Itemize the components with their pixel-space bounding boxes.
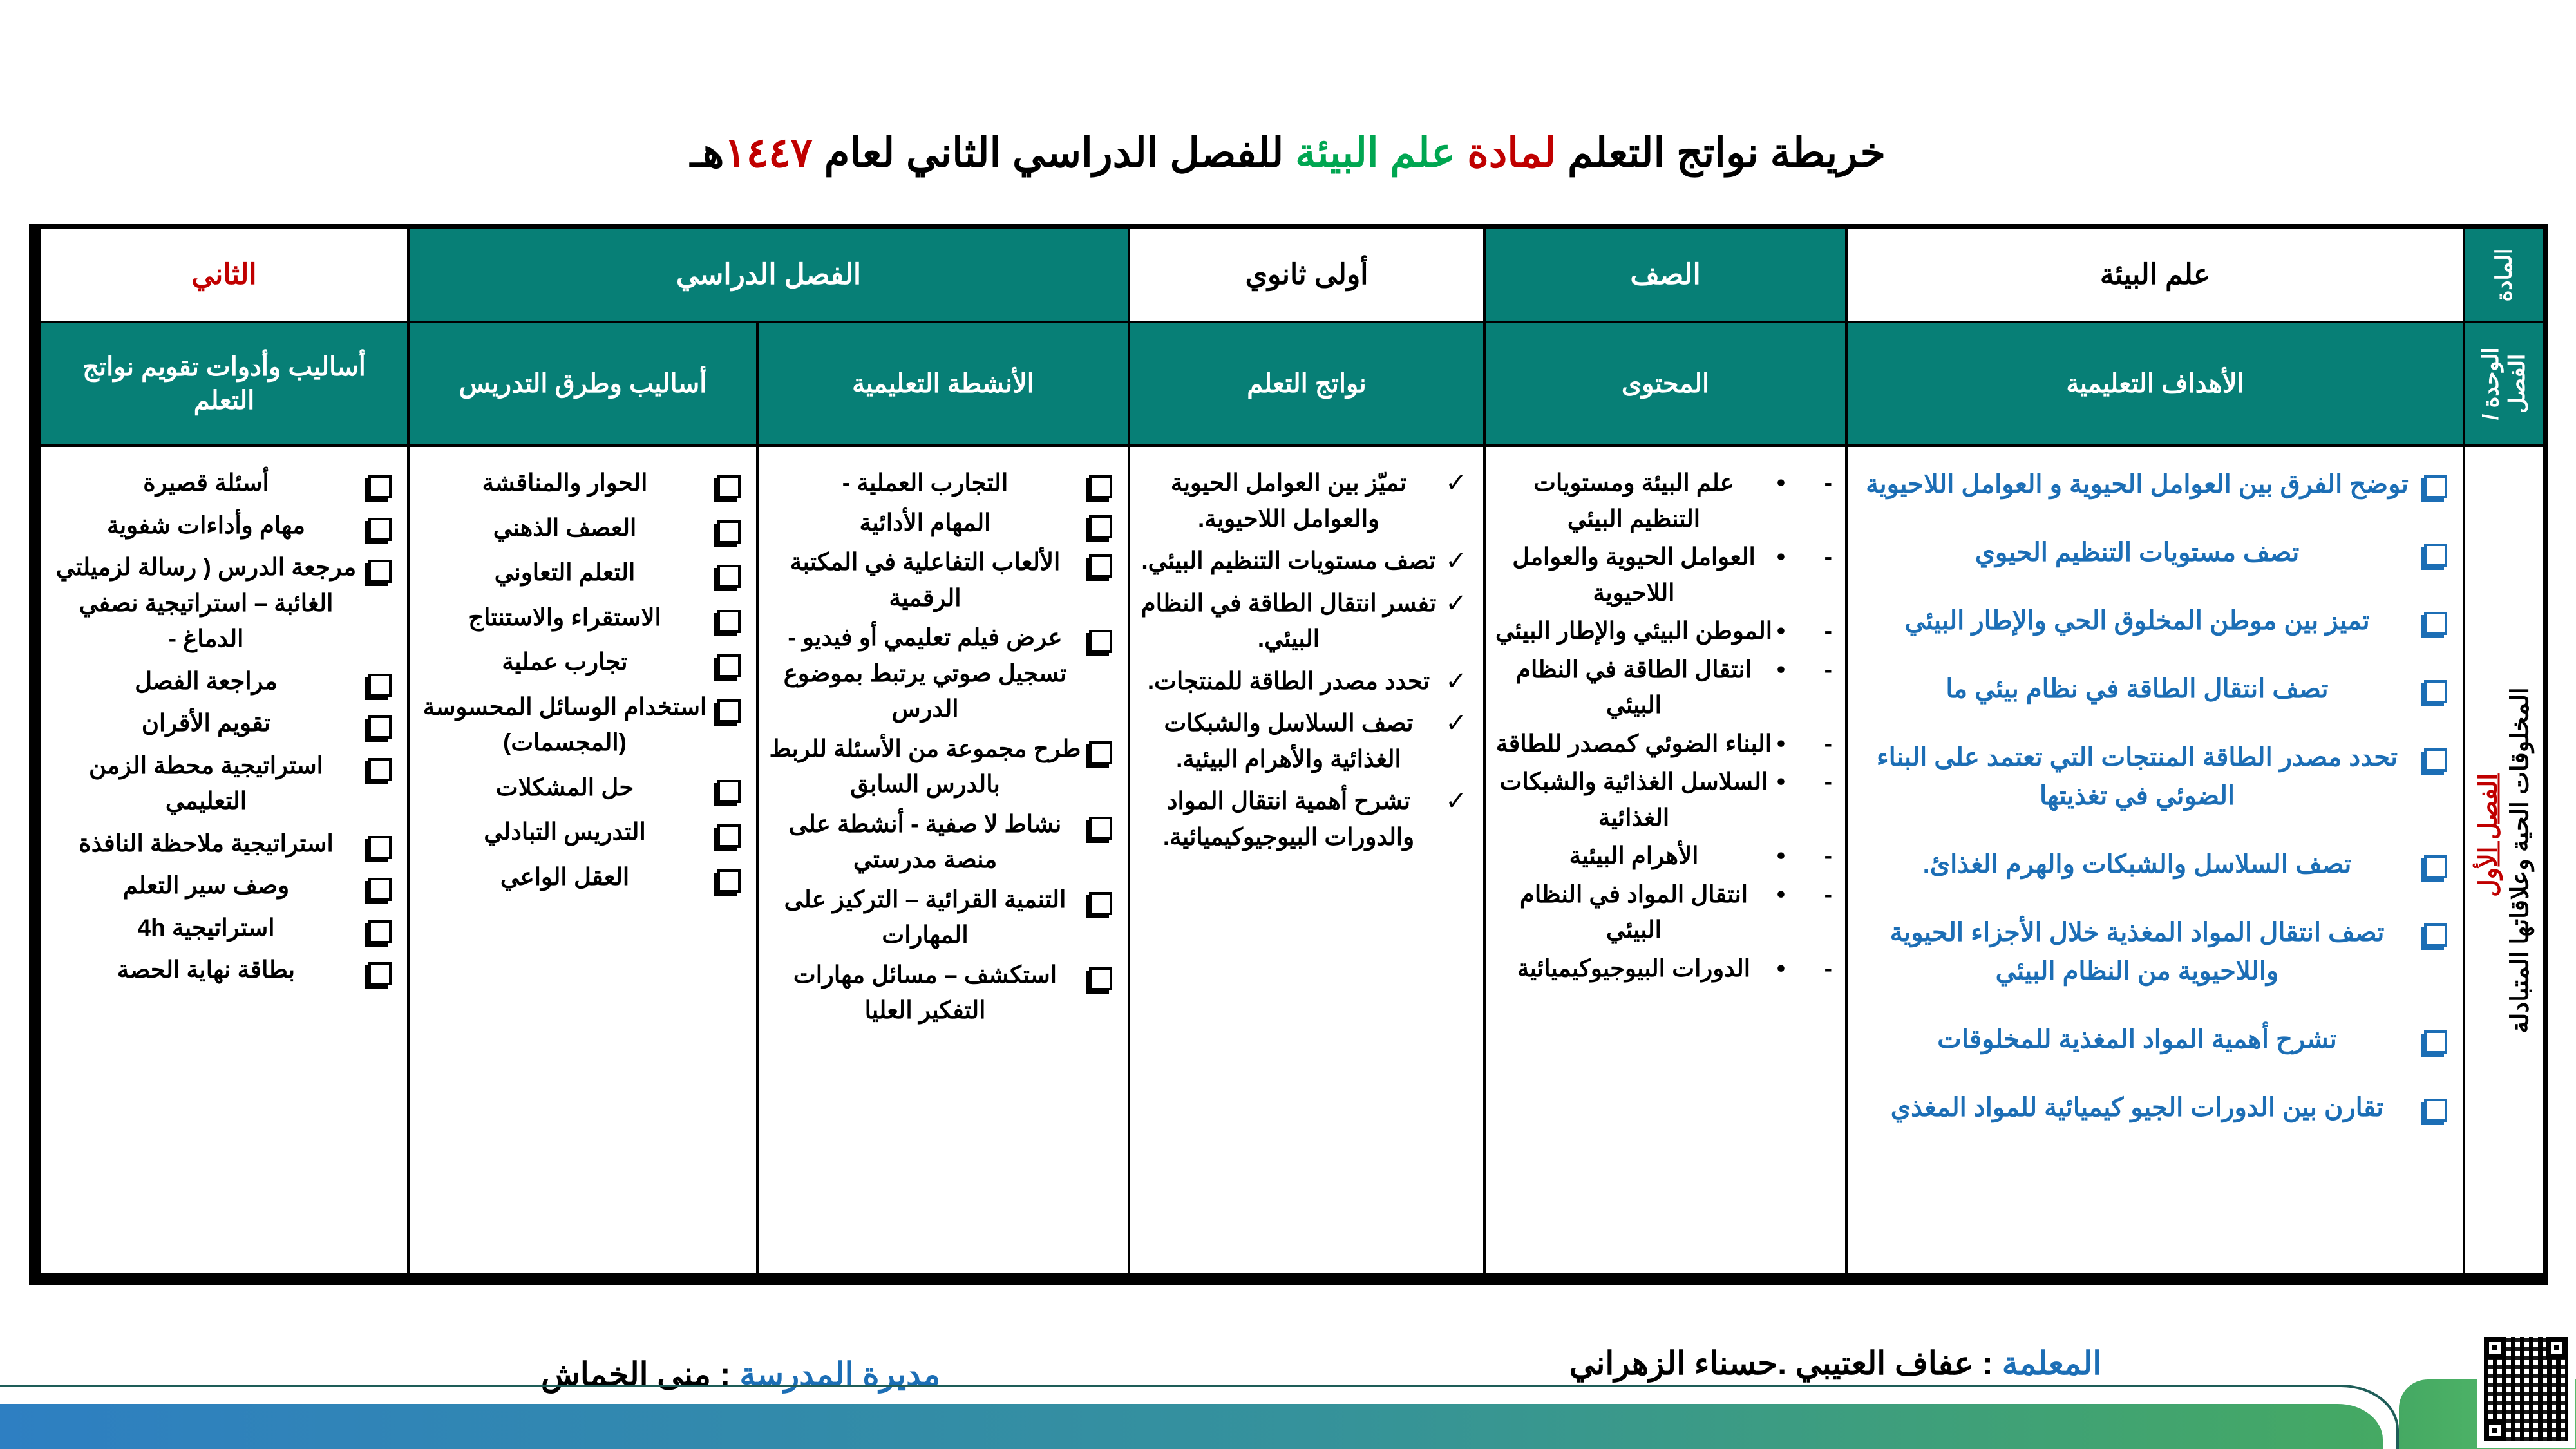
checkbox-icon [1089,475,1112,498]
column-header-objectives [1848,323,2463,444]
outcome-item [1139,585,1474,657]
teacher-line [1320,1345,2351,1382]
unit-chapter-label: الفصل الأول [2475,773,2503,897]
content-item [1495,764,1836,835]
activity-item [768,882,1119,953]
bullet-icon: • [1777,469,1785,496]
assessment-item [50,663,398,699]
header-material-label-cell [2465,229,2543,321]
checkbox-icon [368,836,392,859]
content-item [1495,465,1836,536]
content-cell [1486,447,1845,1273]
checkbox-icon [368,674,392,697]
checkbox-icon [2424,855,2447,878]
objective-text: تشرح أهمية المواد المغذية للمخلوقات [1937,1025,2337,1054]
bullet-icon: • [1777,842,1785,869]
title-part-1: خريطة نواتج التعلم [1567,129,1886,176]
content-item [1495,613,1836,649]
checkbox-icon [717,610,741,633]
assessment-item [50,465,398,501]
activity-item [768,957,1119,1028]
content-text: البناء الضوئي كمصدر للطاقة [1495,730,1772,757]
activity-item [768,731,1119,802]
activity-item [768,806,1119,878]
checkbox-icon [717,780,741,803]
dash-icon: - [1824,618,1832,644]
checkbox-icon [2424,923,2447,947]
objective-item [1857,465,2454,504]
checkbox-icon [2424,1099,2447,1122]
assessment-item [50,910,398,946]
header-semester-value-cell [41,229,407,321]
outcomes-header-label: نواتج التعلم [1247,370,1367,398]
activity-text: طرح مجموعة من الأسئلة للربط بالدرس السابق [769,735,1081,797]
outcome-text: تصف السلاسل والشبكات الغذائية والأهرام البيئية. [1164,710,1414,772]
checkbox-icon [1089,515,1112,538]
bullet-icon: • [1777,768,1785,795]
activity-text: استكشف – مسائل مهارات التفكير العليا [793,961,1057,1023]
title-part-3: علم البيئة [1295,129,1456,176]
method-text: تجارب عملية [502,649,628,675]
column-header-content [1486,323,1845,444]
content-item [1495,838,1836,874]
column-header-assessment [41,323,407,444]
objective-text: تميز بين موطن المخلوق الحي والإطار البيئي [1904,607,2370,635]
checkbox-icon [717,869,741,893]
content-item [1495,876,1836,948]
assessment-item [50,826,398,862]
checkbox-icon [717,699,741,723]
checkbox-icon [368,920,392,943]
qr-finder-icon [2484,1337,2506,1359]
bullet-icon: • [1777,544,1785,570]
checkbox-icon [1089,741,1112,764]
method-item [419,510,747,546]
column-header-activities [759,323,1128,444]
column-header-outcomes [1130,323,1483,444]
activities-cell [759,447,1128,1273]
method-item [419,554,747,591]
unit-cell [2465,447,2543,1273]
activity-text: الألعاب التفاعلية في المكتبة الرقمية [790,549,1061,611]
checkbox-icon [368,758,392,781]
content-text: انتقال الطاقة في النظام البيئي [1516,656,1752,718]
activity-text: التنمية القرائية – التركيز على المهارات [784,886,1066,948]
assessment-item [50,748,398,819]
objective-text: توضح الفرق بين العوامل الحيوية و العوامل اللاحيوية [1866,470,2409,498]
checkmark-icon: ✓ [1445,589,1467,618]
qr-code [2477,1331,2575,1448]
qr-finder-icon [2484,1419,2506,1441]
checkbox-icon [2424,748,2447,772]
bullet-icon: • [1777,880,1785,907]
checkbox-icon [717,654,741,677]
assessment-text: استراتيجية محطة الزمن التعليمي [89,752,323,814]
content-item [1495,951,1836,987]
outcome-item [1139,465,1474,536]
teacher-label: المعلمة [2002,1345,2102,1381]
activity-item [768,620,1119,727]
assessment-cell [41,447,407,1273]
method-item [419,644,747,680]
assessment-item [50,952,398,988]
checkbox-icon [2424,680,2447,703]
header-class-label-cell [1486,229,1845,321]
checkmark-icon: ✓ [1445,547,1467,575]
content-text: الأهرام البيئية [1569,842,1699,869]
method-item [419,465,747,501]
objective-text: تصف انتقال الطاقة في نظام بيئي ما [1946,675,2329,703]
content-text: علم البيئة ومستويات التنظيم البيئي [1533,469,1734,532]
objective-item [1857,1020,2454,1059]
method-text: التعلم التعاوني [494,559,636,585]
method-item [419,814,747,850]
outcome-text: تفسر انتقال الطاقة في النظام البيئي. [1141,589,1437,652]
bullet-icon: • [1777,656,1785,683]
assessment-item [50,867,398,904]
page-title [0,129,2576,177]
dash-icon: - [1824,730,1832,757]
objective-item [1857,913,2454,990]
objective-item [1857,670,2454,708]
method-text: الاستقراء والاستنتاج [468,603,661,630]
objective-text: تصف مستويات التنظيم الحيوي [1975,538,2300,567]
qr-pattern [2484,1337,2568,1441]
qr-finder-icon [2546,1337,2568,1359]
content-item [1495,726,1836,762]
activity-item [768,544,1119,616]
checkbox-icon [2424,612,2447,635]
activity-text: المهام الأدائية [859,509,991,536]
header-semester-label-cell [410,229,1128,321]
content-item [1495,539,1836,611]
teacher-names: : عفاف العتيبي .حسناء الزهراني [1569,1345,1993,1381]
checkbox-icon [368,560,392,583]
outcome-item [1139,543,1474,579]
content-text: انتقال المواد في النظام البيئي [1519,880,1748,943]
checkbox-icon [717,565,741,588]
checkbox-icon [2424,544,2447,567]
dash-icon: - [1824,544,1832,570]
column-header-methods [410,323,756,444]
title-year: ١٤٤٧ [724,129,813,176]
outcome-text: تصف مستويات التنظيم البيئي. [1141,547,1436,574]
checkmark-icon: ✓ [1445,709,1467,737]
checkbox-icon [717,475,741,498]
outcomes-list [1139,465,1474,861]
assessment-item [50,507,398,544]
dash-icon: - [1824,880,1832,907]
activity-text: نشاط لا صفية - أنشطة على منصة مدرستي [788,810,1062,873]
outcome-item [1139,663,1474,699]
assessment-header-label: أساليب وأدوات تقويم نواتج التعلم [82,353,366,415]
method-item [419,600,747,636]
methods-cell [410,447,756,1273]
method-text: العصف الذهني [493,514,637,541]
checkbox-icon [368,878,392,901]
checkbox-icon [368,715,392,739]
unit-title-label: المخلوقات الحية وعلاقاتها المتبادلة [2506,687,2534,1034]
title-part-2: لمادة [1467,129,1557,176]
assessment-text: بطاقة نهاية الحصة [117,956,296,983]
bullet-icon: • [1777,954,1785,981]
checkbox-icon [368,962,392,985]
assessment-text: استراتيجية ملاحظة النافذة [79,829,334,857]
checkbox-icon [368,518,392,541]
principal-label: مديرة المدرسة [739,1356,941,1392]
objectives-header-label: الأهداف التعليمية [2066,370,2244,398]
checkmark-icon: ✓ [1445,787,1467,815]
assessment-text: مهام وأداءات شفوية [107,511,305,538]
checkbox-icon [1089,817,1112,840]
checkbox-icon [2424,475,2447,498]
content-item [1495,652,1836,723]
class-label: الصف [1630,259,1701,290]
bullet-icon: • [1777,618,1785,644]
method-text: الحوار والمناقشة [482,469,648,496]
content-header-label: المحتوى [1621,370,1710,398]
activity-text: عرض فيلم تعليمي أو فيديو - تسجيل صوتي يرتبط بموضوع الدرس [783,624,1067,722]
method-text: حل المشكلات [495,773,634,800]
method-text: استخدام الوسائل المحسوسة (المجسمات) [422,693,707,755]
principal-name: : منى الخماش [540,1356,731,1392]
outcome-text: تحدد مصدر الطاقة للمنتجات. [1147,667,1430,694]
checkbox-icon [1089,554,1112,578]
semester-value: الثاني [191,259,257,290]
class-value: أولى ثانوي [1245,259,1368,290]
assessment-list [50,465,398,994]
bullet-icon: • [1777,730,1785,757]
checkbox-icon [368,475,392,498]
objectives-cell [1848,447,2463,1273]
outcomes-cell [1130,447,1483,1273]
activity-item [768,505,1119,541]
activities-header-label: الأنشطة التعليمية [852,370,1034,398]
assessment-item [50,705,398,741]
objectives-list [1857,465,2454,1157]
assessment-text: تقويم الأقران [141,710,271,736]
method-text: التدريس التبادلي [484,819,646,845]
objective-item [1857,738,2454,815]
material-value: علم البيئة [2099,259,2211,290]
method-item [419,770,747,806]
checkbox-icon [717,824,741,848]
content-list [1495,465,1836,989]
content-text: السلاسل الغذائية والشبكات الغذائية [1499,768,1768,831]
outcome-item [1139,783,1474,855]
header-class-value-cell [1130,229,1483,321]
title-part-4: للفصل الدراسي الثاني لعام [824,129,1284,176]
activities-list [768,465,1119,1032]
header-unit-label-cell [2465,323,2543,444]
assessment-item [50,549,398,657]
method-item [419,859,747,895]
objective-item [1857,845,2454,884]
checkbox-icon [1089,967,1112,990]
dash-icon: - [1824,656,1832,683]
dash-icon: - [1824,469,1832,496]
objective-item [1857,1088,2454,1127]
assessment-text: مراجعة الفصل [135,667,278,694]
checkbox-icon [1089,892,1112,915]
assessment-text: استراتيجية 4h [137,914,275,941]
assessment-text: مرجعة الدرس ( رسالة لزميلتي الغائبة – استراتيجية نصفي الدماغ - [55,554,357,652]
objective-item [1857,533,2454,572]
dash-icon: - [1824,842,1832,869]
checkmark-icon: ✓ [1445,469,1467,497]
dash-icon: - [1824,768,1832,795]
outcome-text: تميّز بين العوامل الحيوية والعوامل اللاحيوية. [1170,469,1407,532]
checkbox-icon [2424,1030,2447,1054]
activity-text: التجارب العملية - [842,469,1009,496]
objective-text: تقارن بين الدورات الجيو كيميائية للمواد المغذي [1890,1094,2384,1122]
unit-label: الوحدة / الفصل [2478,347,2530,421]
content-text: الموطن البيئي والإطار البيئي [1495,618,1773,644]
method-text: العقل الواعي [500,863,630,890]
semester-label: الفصل الدراسي [676,259,862,290]
methods-header-label: أساليب وطرق التدريس [459,370,707,398]
objective-text: تصف السلاسل والشبكات والهرم الغذائ. [1922,850,2352,878]
activity-item [768,465,1119,501]
objective-text: تصف انتقال المواد المغذية خلال الأجزاء الحيوية واللاحيوية من النظام البيئي [1889,918,2385,985]
outcomes-map-table [29,224,2548,1285]
method-item [419,689,747,761]
checkbox-icon [1089,630,1112,653]
checkbox-icon [717,520,741,544]
header-material-value-cell [1848,229,2463,321]
outcome-text: تشرح أهمية انتقال المواد والدورات البيوجيوكيميائية. [1162,788,1415,850]
material-label: المادة [2492,248,2517,301]
dash-icon: - [1824,954,1832,981]
content-text: الدورات البيوجيوكيميائية [1517,954,1751,981]
outcome-item [1139,705,1474,777]
checkmark-icon: ✓ [1445,667,1467,696]
content-text: العوامل الحيوية والعوامل اللاحيوية [1512,544,1756,606]
assessment-text: أسئلة قصيرة [143,469,269,496]
title-part-6: هـ [690,129,724,176]
footer-gradient-band [0,1404,2383,1449]
assessment-text: وصف سير التعلم [122,872,290,898]
objective-item [1857,601,2454,640]
objective-text: تحدد مصدر الطاقة المنتجات التي تعتمد على البناء الضوئي في تغذيتها [1876,743,2398,810]
methods-list [419,465,747,904]
